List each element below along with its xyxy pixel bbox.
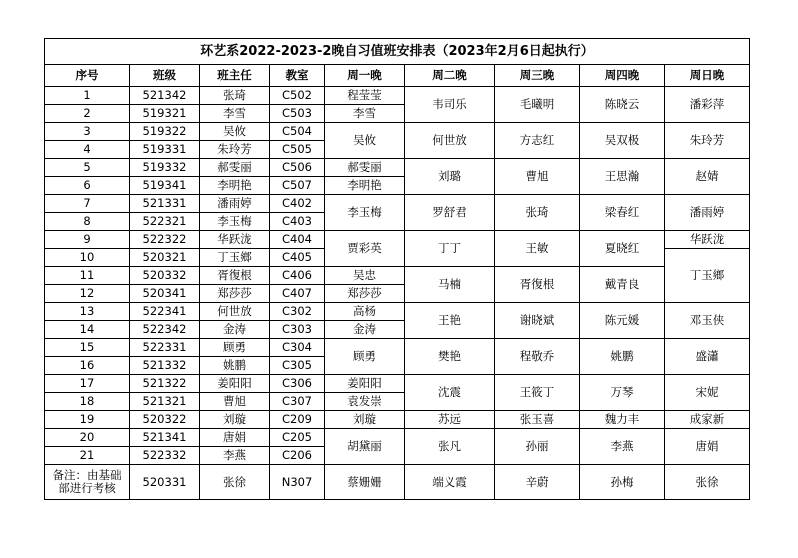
note-teacher: 张徐	[200, 465, 270, 500]
duty-mon: 吴忠	[325, 267, 405, 285]
duty-tue: 罗舒君	[405, 195, 495, 231]
classroom: C302	[270, 303, 325, 321]
col-header-class: 班级	[130, 65, 200, 87]
class-code: 521322	[130, 375, 200, 393]
duty-mon: 袁发崇	[325, 393, 405, 411]
head-teacher: 郑莎莎	[200, 285, 270, 303]
classroom: C402	[270, 195, 325, 213]
table-row	[45, 159, 750, 177]
duty-mon: 吴攸	[325, 123, 405, 159]
class-code: 522342	[130, 321, 200, 339]
note-duty-thu: 孙梅	[580, 465, 665, 500]
duty-mon: 刘璇	[325, 411, 405, 429]
duty-thu: 梁春红	[580, 195, 665, 231]
row-number: 20	[45, 429, 130, 447]
classroom: C209	[270, 411, 325, 429]
header-row	[45, 65, 750, 87]
duty-mon: 郝雯丽	[325, 159, 405, 177]
duty-wed: 张琦	[495, 195, 580, 231]
duty-sun: 盛瀟	[665, 339, 750, 375]
classroom: C406	[270, 267, 325, 285]
classroom: C503	[270, 105, 325, 123]
duty-thu: 魏力丰	[580, 411, 665, 429]
row-number: 3	[45, 123, 130, 141]
classroom: C305	[270, 357, 325, 375]
class-code: 521342	[130, 87, 200, 105]
row-number: 1	[45, 87, 130, 105]
duty-sun: 赵婧	[665, 159, 750, 195]
duty-tue: 苏远	[405, 411, 495, 429]
head-teacher: 李雪	[200, 105, 270, 123]
table-row	[45, 231, 750, 249]
duty-thu: 陈晓云	[580, 87, 665, 123]
col-header-thu: 周四晚	[580, 65, 665, 87]
duty-sun: 丁玉鄉	[665, 249, 750, 303]
duty-thu: 陈元媛	[580, 303, 665, 339]
classroom: C504	[270, 123, 325, 141]
duty-wed: 张玉喜	[495, 411, 580, 429]
table-row	[45, 303, 750, 321]
class-code: 522322	[130, 231, 200, 249]
duty-sun: 朱玲芳	[665, 123, 750, 159]
duty-tue: 马楠	[405, 267, 495, 303]
note-label	[45, 465, 130, 500]
note-duty-wed: 辛蔚	[495, 465, 580, 500]
duty-wed: 王筱丁	[495, 375, 580, 411]
row-number: 6	[45, 177, 130, 195]
duty-tue: 沈震	[405, 375, 495, 411]
class-code: 522332	[130, 447, 200, 465]
row-number: 13	[45, 303, 130, 321]
table-row	[45, 123, 750, 141]
head-teacher: 张琦	[200, 87, 270, 105]
note-duty-mon: 蔡姗姗	[325, 465, 405, 500]
duty-tue: 张凡	[405, 429, 495, 465]
class-code: 519322	[130, 123, 200, 141]
classroom: C206	[270, 447, 325, 465]
col-header-teacher: 班主任	[200, 65, 270, 87]
head-teacher: 潘雨婷	[200, 195, 270, 213]
col-header-mon: 周一晚	[325, 65, 405, 87]
row-number: 5	[45, 159, 130, 177]
classroom: C506	[270, 159, 325, 177]
duty-thu: 吴双极	[580, 123, 665, 159]
duty-mon: 程莹莹	[325, 87, 405, 105]
note-duty-tue: 端义霞	[405, 465, 495, 500]
duty-wed: 毛曦明	[495, 87, 580, 123]
row-number: 19	[45, 411, 130, 429]
duty-mon: 贾彩英	[325, 231, 405, 267]
classroom: C304	[270, 339, 325, 357]
duty-sun: 邓玉侠	[665, 303, 750, 339]
class-code: 521332	[130, 357, 200, 375]
head-teacher: 丁玉鄉	[200, 249, 270, 267]
classroom: C306	[270, 375, 325, 393]
class-code: 519341	[130, 177, 200, 195]
classroom: C405	[270, 249, 325, 267]
class-code: 522331	[130, 339, 200, 357]
row-number: 17	[45, 375, 130, 393]
note-classroom: N307	[270, 465, 325, 500]
classroom: C407	[270, 285, 325, 303]
row-number: 11	[45, 267, 130, 285]
duty-wed: 王敏	[495, 231, 580, 267]
head-teacher: 姚鹏	[200, 357, 270, 375]
class-code: 520332	[130, 267, 200, 285]
row-number: 4	[45, 141, 130, 159]
note-label-line1: 备注：由基础	[52, 468, 122, 482]
duty-mon: 胡黛丽	[325, 429, 405, 465]
col-header-tue: 周二晚	[405, 65, 495, 87]
row-number: 16	[45, 357, 130, 375]
class-code: 519331	[130, 141, 200, 159]
duty-tue: 丁丁	[405, 231, 495, 267]
class-code: 519332	[130, 159, 200, 177]
classroom: C205	[270, 429, 325, 447]
classroom: C502	[270, 87, 325, 105]
duty-thu: 姚鹏	[580, 339, 665, 375]
duty-sun: 成家新	[665, 411, 750, 429]
duty-mon: 顾勇	[325, 339, 405, 375]
duty-sun: 潘雨婷	[665, 195, 750, 231]
head-teacher: 顾勇	[200, 339, 270, 357]
row-number: 21	[45, 447, 130, 465]
classroom: C303	[270, 321, 325, 339]
table-row	[45, 87, 750, 105]
col-header-no: 序号	[45, 65, 130, 87]
duty-sun: 宋妮	[665, 375, 750, 411]
class-code: 520321	[130, 249, 200, 267]
note-class-code: 520331	[130, 465, 200, 500]
duty-tue: 刘璐	[405, 159, 495, 195]
row-number: 2	[45, 105, 130, 123]
duty-mon: 姜阳阳	[325, 375, 405, 393]
duty-schedule-table	[44, 38, 750, 500]
head-teacher: 金涛	[200, 321, 270, 339]
class-code: 520322	[130, 411, 200, 429]
duty-tue: 王艳	[405, 303, 495, 339]
duty-mon: 高杨	[325, 303, 405, 321]
head-teacher: 郝雯丽	[200, 159, 270, 177]
duty-tue: 樊艳	[405, 339, 495, 375]
col-header-wed: 周三晚	[495, 65, 580, 87]
row-number: 8	[45, 213, 130, 231]
table-row	[45, 429, 750, 447]
col-header-room: 教室	[270, 65, 325, 87]
class-code: 519321	[130, 105, 200, 123]
duty-wed: 孙丽	[495, 429, 580, 465]
head-teacher: 胥復根	[200, 267, 270, 285]
note-label-line2: 部进行考核	[58, 481, 116, 495]
row-number: 10	[45, 249, 130, 267]
duty-thu: 王思瀚	[580, 159, 665, 195]
duty-wed: 程敬乔	[495, 339, 580, 375]
class-code: 521321	[130, 393, 200, 411]
table-row	[45, 339, 750, 357]
head-teacher: 曹旭	[200, 393, 270, 411]
classroom: C507	[270, 177, 325, 195]
head-teacher: 姜阳阳	[200, 375, 270, 393]
note-duty-sun: 张徐	[665, 465, 750, 500]
classroom: C404	[270, 231, 325, 249]
head-teacher: 华跃泷	[200, 231, 270, 249]
class-code: 521331	[130, 195, 200, 213]
duty-mon: 金涛	[325, 321, 405, 339]
duty-thu: 戴青良	[580, 267, 665, 303]
table-title: 环艺系2022-2023-2晚自习值班安排表（2023年2月6日起执行）	[45, 39, 750, 65]
duty-thu: 夏晓红	[580, 231, 665, 267]
head-teacher: 刘璇	[200, 411, 270, 429]
classroom: C307	[270, 393, 325, 411]
head-teacher: 吴攸	[200, 123, 270, 141]
class-code: 521341	[130, 429, 200, 447]
head-teacher: 李燕	[200, 447, 270, 465]
duty-sun: 唐娟	[665, 429, 750, 465]
note-row	[45, 465, 750, 500]
duty-wed: 谢晓斌	[495, 303, 580, 339]
head-teacher: 何世放	[200, 303, 270, 321]
head-teacher: 朱玲芳	[200, 141, 270, 159]
row-number: 14	[45, 321, 130, 339]
duty-tue: 何世放	[405, 123, 495, 159]
head-teacher: 李玉梅	[200, 213, 270, 231]
duty-mon: 郑莎莎	[325, 285, 405, 303]
row-number: 15	[45, 339, 130, 357]
duty-wed: 方志红	[495, 123, 580, 159]
duty-wed: 曹旭	[495, 159, 580, 195]
row-number: 9	[45, 231, 130, 249]
duty-thu: 万琴	[580, 375, 665, 411]
table-row	[45, 411, 750, 429]
class-code: 522321	[130, 213, 200, 231]
class-code: 522341	[130, 303, 200, 321]
table-row	[45, 267, 750, 285]
classroom: C505	[270, 141, 325, 159]
table-row	[45, 375, 750, 393]
table-row	[45, 195, 750, 213]
duty-thu: 李燕	[580, 429, 665, 465]
duty-sun: 华跃泷	[665, 231, 750, 249]
class-code: 520341	[130, 285, 200, 303]
duty-mon: 李玉梅	[325, 195, 405, 231]
duty-tue: 韦司乐	[405, 87, 495, 123]
row-number: 18	[45, 393, 130, 411]
row-number: 12	[45, 285, 130, 303]
head-teacher: 李明艳	[200, 177, 270, 195]
row-number: 7	[45, 195, 130, 213]
duty-wed: 胥復根	[495, 267, 580, 303]
classroom: C403	[270, 213, 325, 231]
duty-sun: 潘彩萍	[665, 87, 750, 123]
duty-mon: 李明艳	[325, 177, 405, 195]
head-teacher: 唐娟	[200, 429, 270, 447]
col-header-sun: 周日晚	[665, 65, 750, 87]
duty-mon: 李雪	[325, 105, 405, 123]
